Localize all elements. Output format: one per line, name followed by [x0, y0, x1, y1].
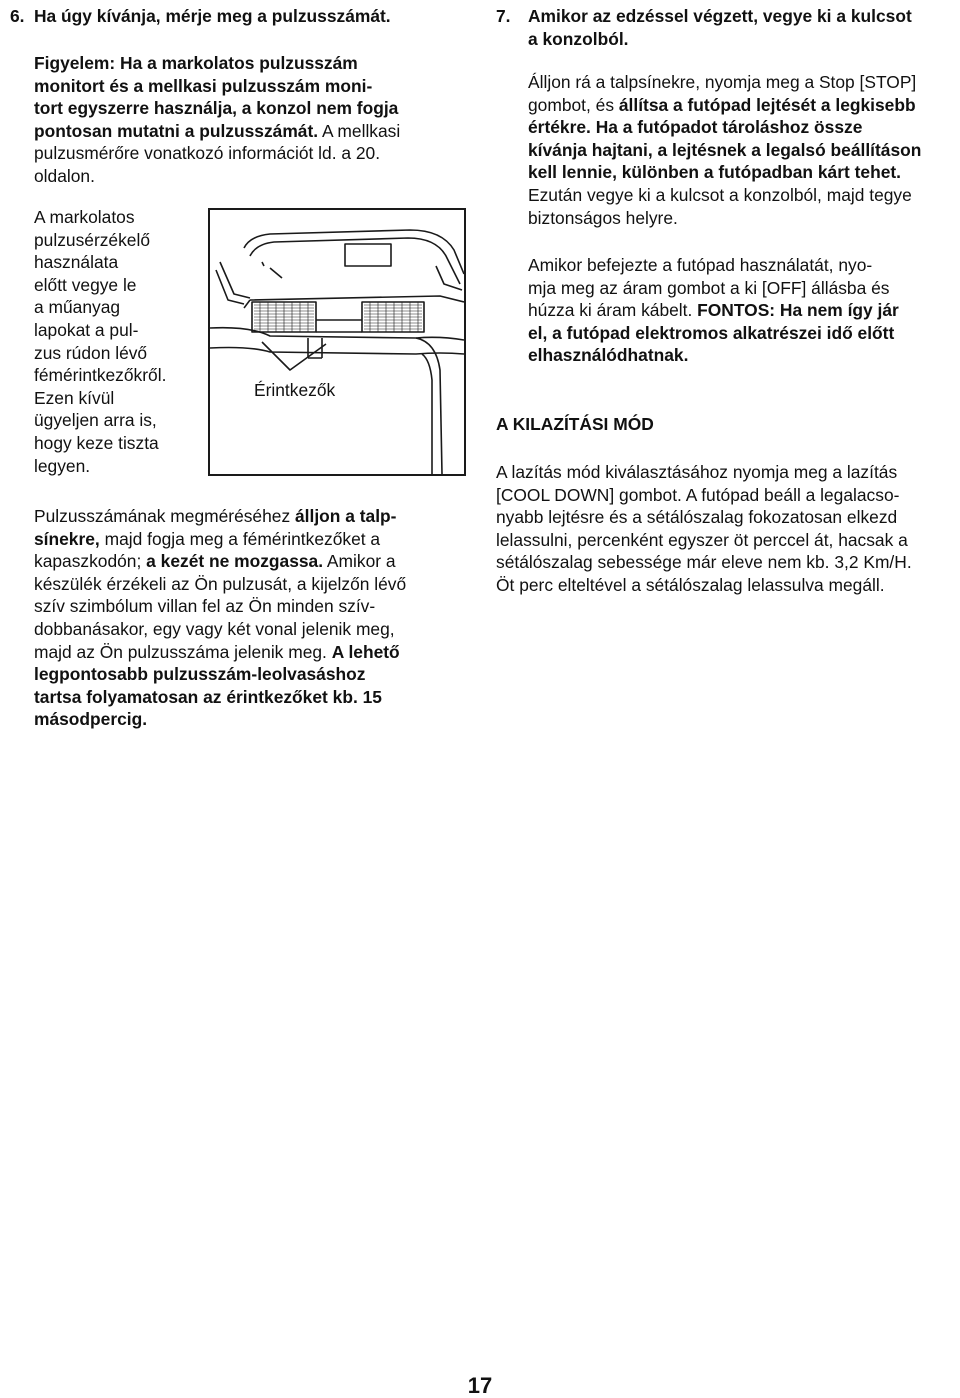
stop-bold: Ha a futópadot tároláshoz össze [590, 117, 863, 138]
grip-line: A markolatos [34, 207, 135, 227]
pulse-text: Amikor a [323, 551, 396, 572]
cooldown-line: nyabb lejtésre és a sétálószalag fokozatosan elkezd [496, 507, 898, 528]
pulse-text: Pulzusszámának megméréséhez [34, 506, 295, 526]
grip-sensor-instructions [34, 206, 214, 477]
poweroff-line: Amikor befejezte a futópad használatát, nyo- [528, 255, 873, 275]
warning-line: monitort és a mellkasi pulzusszám moni- [34, 75, 373, 96]
pulse-line: készülék érzékeli az Ön pulzusát, a kijelzőn lévő [34, 573, 407, 594]
grip-line: Ezen kívül [34, 387, 115, 408]
console-handlebar-illustration [208, 208, 466, 476]
stop-bold: állítsa a futópad lejtését a legkisebb [618, 94, 916, 115]
grip-line: a műanyag [34, 297, 121, 318]
pulse-bold: A lehető [331, 641, 400, 662]
stop-instructions [528, 71, 960, 229]
grip-line: előtt vegye le [34, 274, 137, 295]
poweroff-line: mja meg az áram gombot a ki [OFF] állásba és [528, 277, 890, 298]
pulse-text: majd az Ön pulzusszáma jelenik meg. [34, 641, 332, 662]
page-number: 17 [467, 1373, 493, 1398]
pulse-line [34, 550, 464, 573]
pulse-line: dobbanásakor, egy vagy két vonal jelenik meg, [34, 618, 395, 639]
poweroff-line: elhasználódhatnak. [528, 345, 689, 366]
warning-line [34, 120, 464, 143]
pulse-line [34, 641, 464, 664]
warning-line: pulzusmérőre vonatkozó információt ld. a 20. [34, 143, 381, 164]
poweroff-bold: FONTOS: Ha nem így jár [697, 300, 899, 321]
stop-line: kívánja hajtani, a lejtésnek a legalsó beállításon [528, 139, 922, 160]
warning-line: oldalon. [34, 165, 95, 186]
step-7-title-line: Amikor az edzéssel végzett, vegye ki a kulcsot [528, 6, 912, 26]
cooldown-line: sétálószalag sebessége már eleve nem kb. 3,2 Km/H. [496, 552, 912, 573]
grip-line: használata [34, 252, 119, 273]
stop-text: gombot, és [528, 94, 619, 115]
grip-line: hogy keze tiszta [34, 432, 159, 453]
pulse-line: legpontosabb pulzusszám-leolvasáshoz [34, 664, 366, 685]
console-drawing [210, 210, 464, 474]
pulse-line: tartsa folyamatosan az érintkezőket kb. 15 [34, 686, 382, 707]
cooldown-line: A lazítás mód kiválasztásához nyomja meg a lazítás [496, 462, 898, 482]
poweroff-line: el, a futópad elektromos alkatrészei idő előtt [528, 322, 895, 343]
pulse-text: kapaszkodón; [34, 551, 147, 572]
step-6-heading [10, 5, 391, 28]
chest-monitor-warning [34, 52, 464, 188]
pulse-line: szív szimbólum villan fel az Ön minden szív- [34, 596, 376, 617]
warning-text: A mellkasi [318, 120, 401, 141]
cooldown-line: [COOL DOWN] gombot. A futópad beáll a legalacso- [496, 484, 900, 505]
warning-bold: pontosan mutatni a pulzusszámát. [34, 120, 319, 141]
step-6-title: Ha úgy kívánja, mérje meg a pulzusszámát. [34, 6, 391, 26]
stop-line: biztonságos helyre. [528, 207, 678, 228]
step-7-number: 7. [496, 6, 511, 26]
poweroff-line [528, 299, 960, 322]
cooldown-instructions [496, 461, 960, 597]
step-7-heading [496, 5, 956, 50]
stop-bold: értékre. [528, 117, 591, 138]
grip-line: ügyeljen arra is, [34, 410, 157, 431]
pulse-line [34, 528, 464, 551]
pulse-text: majd fogja meg a fémérintkezőket a [99, 528, 381, 549]
grip-line: fémérintkezőkről. [34, 365, 167, 386]
pulse-line: másodpercig. [34, 709, 148, 730]
contacts-callout-label: Érintkezők [254, 380, 336, 400]
cooldown-line: lelassulni, percenként egyszer öt perccel át, hacsak a [496, 529, 908, 550]
warning-line: Figyelem: Ha a markolatos pulzusszám [34, 53, 358, 73]
pulse-bold: a kezét ne mozgassa. [146, 551, 324, 572]
step-6-number: 6. [10, 6, 25, 26]
step-7-title-line: a konzolból. [528, 28, 629, 49]
power-off-instructions [528, 254, 960, 367]
stop-line [528, 116, 960, 139]
cooldown-section-heading: A KILAZÍTÁSI MÓD [496, 414, 654, 434]
grip-line: pulzusérzékelő [34, 229, 151, 250]
pulse-bold: sínekre, [34, 528, 100, 549]
grip-line: zus rúdon lévő [34, 342, 148, 363]
pulse-line [34, 505, 464, 528]
grip-line: lapokat a pul- [34, 319, 139, 340]
pulse-bold: álljon a talp- [294, 506, 397, 526]
warning-line: tort egyszerre használja, a konzol nem fogja [34, 98, 399, 119]
stop-line: Álljon rá a talpsínekre, nyomja meg a Stop [STOP] [528, 72, 917, 92]
stop-line: Ezután vegye ki a kulcsot a konzolból, majd tegye [528, 184, 912, 205]
grip-line: legyen. [34, 455, 91, 476]
stop-line: kell lennie, különben a futópadban kárt tehet. [528, 162, 901, 183]
pulse-measurement-instructions [34, 505, 464, 731]
stop-line [528, 94, 960, 117]
cooldown-line: Öt perc elteltével a sétálószalag lelassulva megáll. [496, 574, 885, 595]
poweroff-text: húzza ki áram kábelt. [528, 300, 698, 321]
